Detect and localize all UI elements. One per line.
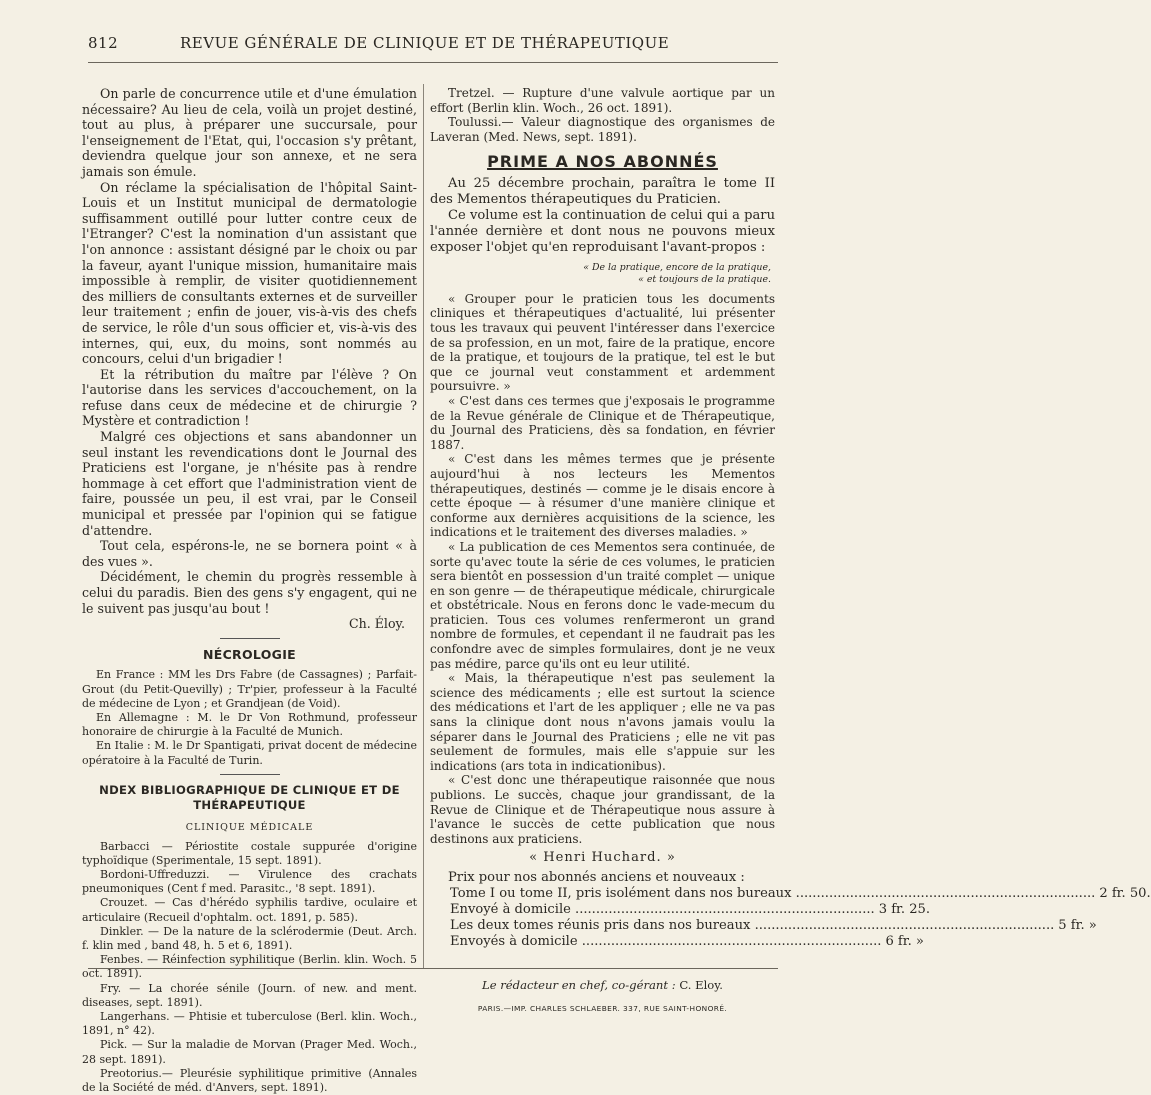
quote-paragraph: « C'est donc une thérapeutique raisonnée que nous publions. Le succès, chaque jour grandissant, de la Revue de Clinique et de Thérapeutique nous assure à l'avance le succès de cette publication que nous destinons aux praticiens. (430, 773, 775, 846)
column-divider (423, 84, 424, 968)
bibliography-entry: Preotorius.— Pleurésie syphilitique primitive (Annales de la Société de méd. d'Anvers, sept. 1891). (82, 1066, 417, 1095)
bibliography-entry: Toulussi.— Valeur diagnostique des organismes de Laveran (Med. News, sept. 1891). (430, 115, 775, 144)
bibliography-entry: Langerhans. — Phtisie et tuberculose (Berl. klin. Woch., 1891, n° 42). (82, 1010, 417, 1038)
editor-name: C. Eloy. (679, 978, 723, 992)
article-paragraph: Et la rétribution du maître par l'élève ? On l'autorise dans les services d'accouchement, on la refuse dans ceux de médecine et de chirurgie ? Mystère et contradiction ! (82, 366, 417, 429)
article-paragraph: On parle de concurrence utile et d'une émulation nécessaire? Au lieu de cela, voilà un projet destiné, tout au plus, à préparer une succursale, pour l'enseignement de l'Etat, qui, l'occasion s'y prêtant, deviendra quelque jour son annexe, et ne sera jamais son émule. (82, 86, 417, 179)
left-column (82, 86, 417, 1095)
price-label: Tome I ou tome II, pris isolément dans nos bureaux ..... (450, 886, 1095, 902)
price-row (450, 886, 1151, 902)
index-title: NDEX BIBLIOGRAPHIQUE DE CLINIQUE ET DE THÉRAPEUTIQUE (99, 782, 400, 813)
price-value: 6 fr. » (885, 933, 924, 949)
right-column (430, 86, 1151, 950)
necrologie-list (82, 668, 417, 767)
editor-credit (430, 978, 775, 992)
article-paragraph: Malgré ces objections et sans abandonner un seul instant les revendications dont le Journal des Praticiens est l'organe, je n'hésite pas à rendre hommage à cet effort que l'administration vient de faire, poussée un peu, il est vrai, par le Conseil municipal et pressée par l'opinion qui se fatigue d'attendre. (82, 429, 417, 538)
necrologie-item: En Allemagne : M. le Dr Von Rothmund, professeur honoraire de chirurgie à la Faculté de Munich. (82, 710, 417, 739)
bibliography-entry: Dinkler. — De la nature de la sclérodermie (Deut. Arch. f. klin med , band 48, h. 5 et 6, 1891). (82, 924, 417, 952)
article-paragraph: Décidément, le chemin du progrès ressemble à celui du paradis. Bien des gens s'y engagent, qui ne le suivent pas jusqu'au bout ! (82, 569, 417, 616)
bibliography-entry: Fenbes. — Réinfection syphilitique (Berlin. klin. Woch. 5 oct. 1891). (82, 953, 417, 981)
price-label: Envoyé à domicile ..... (450, 902, 875, 918)
quote-paragraph: « La publication de ces Mementos sera continuée, de sorte qu'avec toute la série de ces volumes, le praticien sera bientôt en possession d'un traité complet — unique en son genre — de thérapeutique médicale, chirurgicale et obstétricale. Nous en ferons donc le vade-mecum du praticien. Tous ces volumes renfermeront un grand nombre de formules, et cependant il ne faudrait pas les confondre avec de simples formulaires, dont je ne veux pas médire, parce qu'ils ont eu leur utilité. (430, 539, 775, 671)
section-rule (220, 638, 280, 639)
quote-signature: « Henri Huchard. » (529, 850, 676, 866)
running-header (88, 34, 778, 56)
section-rule (220, 774, 280, 775)
quote-paragraph: « Grouper pour le praticien tous les documents cliniques et thérapeutiques d'actualité, lui présenter tous les travaux qui peuvent l'intéresser dans l'exercice de sa profession, en un mot, faire de la pratique, encore de la pratique, et toujours de la pratique, tel est le but que ce journal veut constamment et ardemment poursuivre. » (430, 291, 775, 394)
running-title: REVUE GÉNÉRALE DE CLINIQUE ET DE THÉRAPEUTIQUE (180, 34, 670, 52)
quote-paragraph: « Mais, la thérapeutique n'est pas seulement la science des médicaments ; elle est surtout la science des médications et l'art de les appliquer ; elle ne va pas sans la clinique dont nous n'avons jamais voulu la séparer dans le Journal des Praticiens ; elle ne vit pas seulement de formules, mais elle s'appuie sur les indications (ars tota in indicationibus). (430, 671, 775, 773)
page-number: 812 (88, 34, 119, 52)
quote-paragraph: « C'est dans les mêmes termes que je présente aujourd'hui à nos lecteurs les Mementos thérapeutiques, destinés — comme je le disais encore à cette époque — à résumer d'une manière clinique et conforme aux dernières acquisitions de la science, les indications et le traitement des diverses maladies. » (430, 452, 775, 540)
editor-label: Le rédacteur en chef, co-gérant : (482, 978, 676, 992)
header-rule (88, 62, 778, 63)
prime-title: PRIME A NOS ABONNÉS (487, 152, 718, 172)
printer-imprint: PARIS.—IMP. CHARLES SCHLAEBER. 337, RUE SAINT-HONORÉ. (477, 1004, 728, 1013)
necrologie-title: NÉCROLOGIE (202, 646, 297, 662)
avant-propos-quote (430, 292, 775, 847)
bibliography-entry: Crouzet. — Cas d'hérédo syphilis tardive, oculaire et articulaire (Recueil d'ophtalm. oct. 1891, p. 585). (82, 896, 417, 924)
prices-intro: Prix pour nos abonnés anciens et nouveaux : (448, 870, 745, 886)
price-value: 2 fr. 50. (1099, 886, 1151, 902)
epigraph-line: « et toujours de la pratique. (638, 273, 771, 285)
epigraph-line: « De la pratique, encore de la pratique, (583, 261, 771, 273)
bibliography-entry: Fry. — La chorée sénile (Journ. of new. and ment. diseases, sept. 1891). (82, 981, 417, 1009)
price-list (430, 886, 1151, 950)
price-label: Envoyés à domicile ..... (450, 934, 881, 950)
quote-paragraph: « C'est dans ces termes que j'exposais le programme de la Revue générale de Clinique et de Thérapeutique, du Journal des Praticiens, dès sa fondation, en février 1887. (430, 393, 775, 452)
price-value: 5 fr. » (1058, 918, 1097, 933)
bibliography-entry: Tretzel. — Rupture d'une valvule aortique par un effort (Berlin klin. Woch., 26 oct. 1891). (430, 86, 775, 115)
index-subtitle: CLINIQUE MÉDICALE (185, 821, 314, 833)
epigraph (430, 262, 771, 286)
footer-rule (88, 968, 778, 969)
closing-line (82, 569, 417, 616)
price-row (450, 933, 924, 950)
article-paragraph: On réclame la spécialisation de l'hôpital Saint-Louis et un Institut municipal de dermatologie suffisamment outillé pour lutter contre ceux de l'Etranger? C'est la nomination d'un assistant que l'on annonce : assistant désigné par le choix ou par la faveur, ayant l'unique mission, humanitaire mais impossible à remplir, de visiter quotidiennement des milliers de consultants externes et de surveiller leur traitement ; enfin de jouer, vis-à-vis des chefs de service, le rôle d'un sous officier et, vis-à-vis des internes, qui, eux, du moins, sont nommés au concours, celui d'un brigadier ! (82, 179, 417, 367)
bibliography-entry: Bordoni-Uffreduzzi. — Virulence des crachats pneumoniques (Cent f med. Parasitc., '8 sept. 1891). (82, 867, 417, 896)
necrologie-item: En Italie : M. le Dr Spantigati, privat docent de médecine opératoire à la Faculté de Turin. (82, 739, 417, 767)
price-row (450, 902, 931, 918)
bibliography-continued (430, 86, 775, 144)
prime-paragraph: Au 25 décembre prochain, paraîtra le tome II des Mementos thérapeutiques du Praticien. (430, 176, 775, 208)
article-signature: Ch. Éloy. (348, 616, 405, 632)
price-value: 3 fr. 25. (878, 902, 931, 918)
bibliography-entry: Barbacci — Périostite costale suppurée d'origine typhoïdique (Sperimentale, 15 sept. 1891). (82, 839, 417, 867)
prime-paragraph: Ce volume est la continuation de celui qui a paru l'année dernière et dont nous ne pouvons mieux exposer l'objet qu'en reproduisant l'avant-propos : (430, 208, 775, 255)
bibliography-entry: Pick. — Sur la maladie de Morvan (Prager Med. Woch., 28 sept. 1891). (82, 1038, 417, 1066)
price-label: Les deux tomes réunis pris dans nos bureaux ..... (450, 918, 1054, 934)
necrologie-item: En France : MM les Drs Fabre (de Cassagnes) ; Parfait-Grout (du Petit-Quevilly) ; Tr'pier, professeur à la Faculté de médecine de Lyon ; et Grandjean (de Void). (82, 668, 417, 710)
price-row (450, 918, 1097, 934)
article-paragraph: Tout cela, espérons-le, ne se bornera point « à des vues ». (82, 538, 417, 569)
